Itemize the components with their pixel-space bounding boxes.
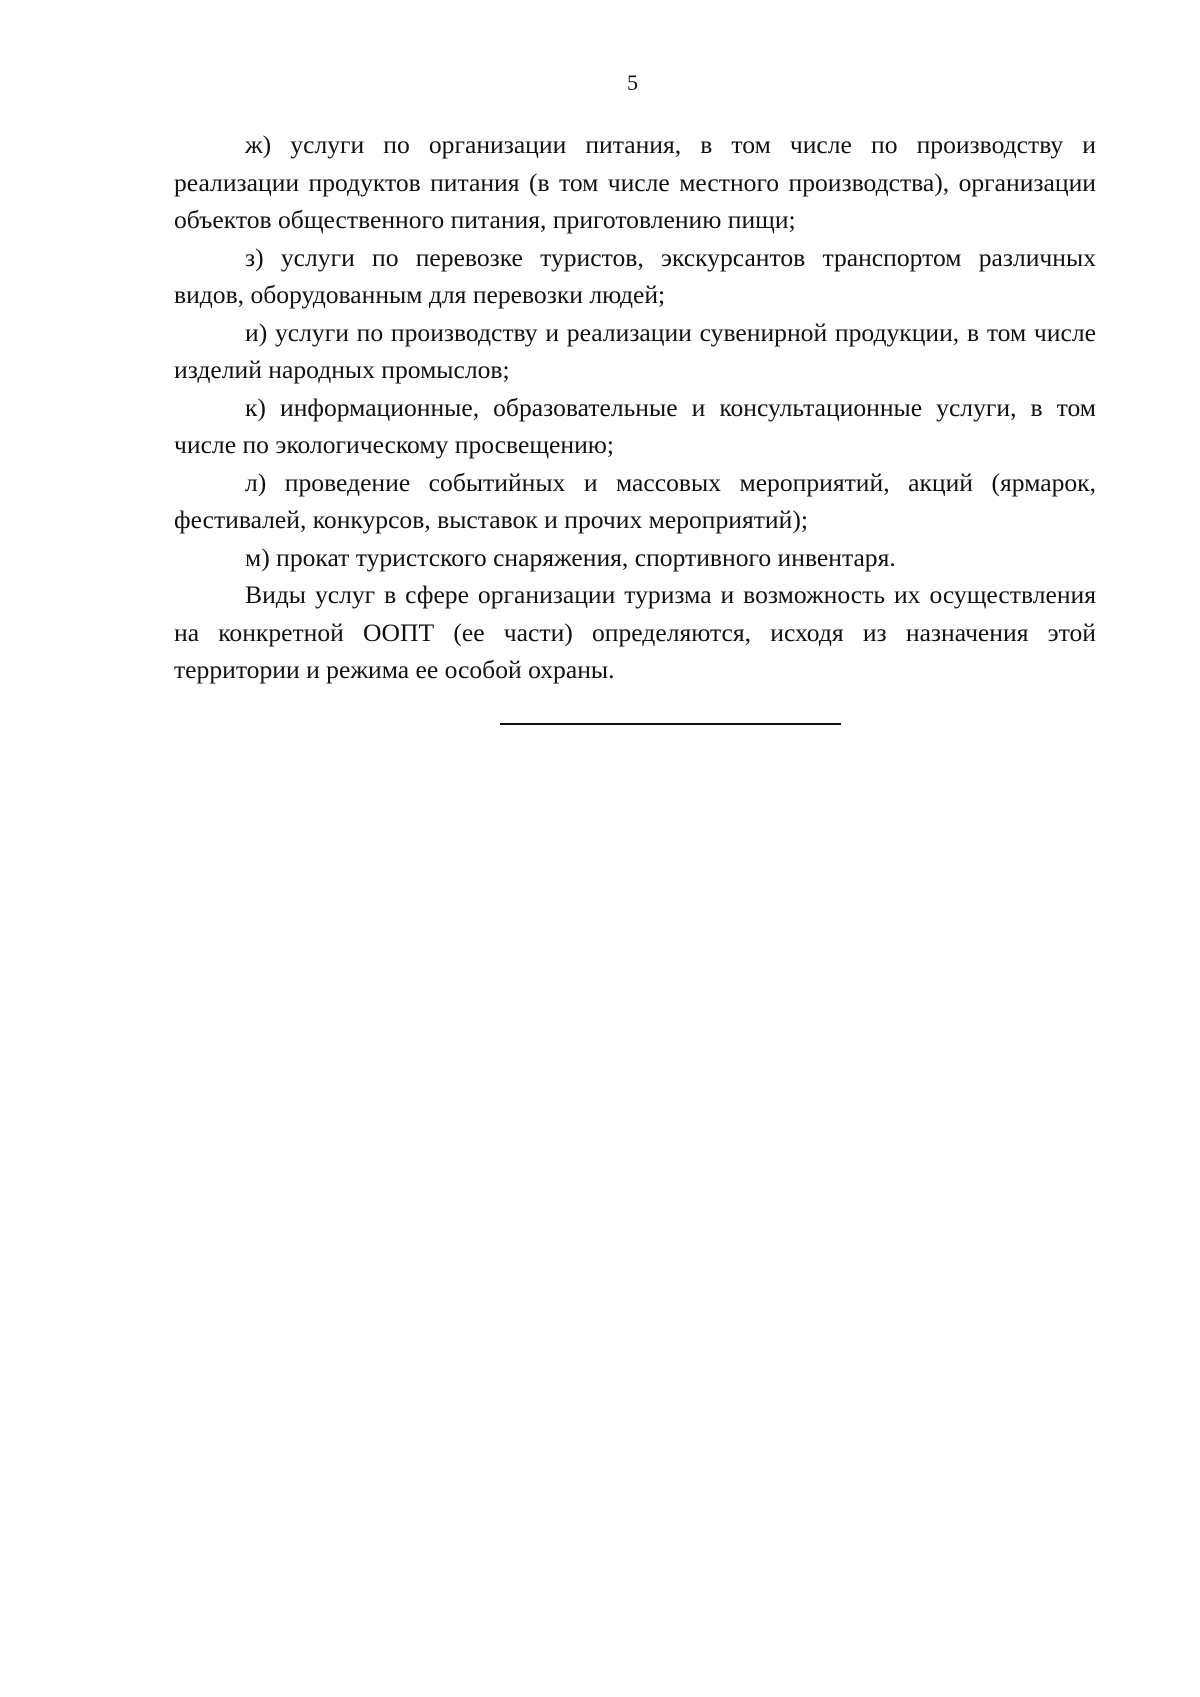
document-body [174,126,1096,689]
closing-paragraph: Виды услуг в сфере организации туризма и возможность их осуществления на конкретной ООПТ (ее части) определяются, исходя из назначения этой территории и режима ее особой охраны. [174,580,1096,684]
list-item-l: л) проведение событийных и массовых мероприятий, акций (ярмарок, фестивалей, конкурсов, выставок и прочих мероприятий); [174,467,1096,534]
list-item-k: к) информационные, образовательные и консультационные услуги, в том числе по экологическому просвещению; [174,392,1096,459]
page-number: 5 [627,70,638,95]
list-item-z: з) услуги по перевозке туристов, экскурсантов транспортом различных видов, оборудованным для перевозки людей; [174,242,1096,309]
list-item-m: м) прокат туристского снаряжения, спортивного инвентаря. [245,542,896,572]
list-item-i: и) услуги по производству и реализации сувенирной продукции, в том числе изделий народных промыслов; [174,317,1096,384]
end-of-document-rule [500,723,841,725]
list-item-zh: ж) услуги по организации питания, в том числе по производству и реализации продуктов питания (в том числе местного производства), организации объектов общественного питания, приготовлению пищи; [174,130,1096,234]
